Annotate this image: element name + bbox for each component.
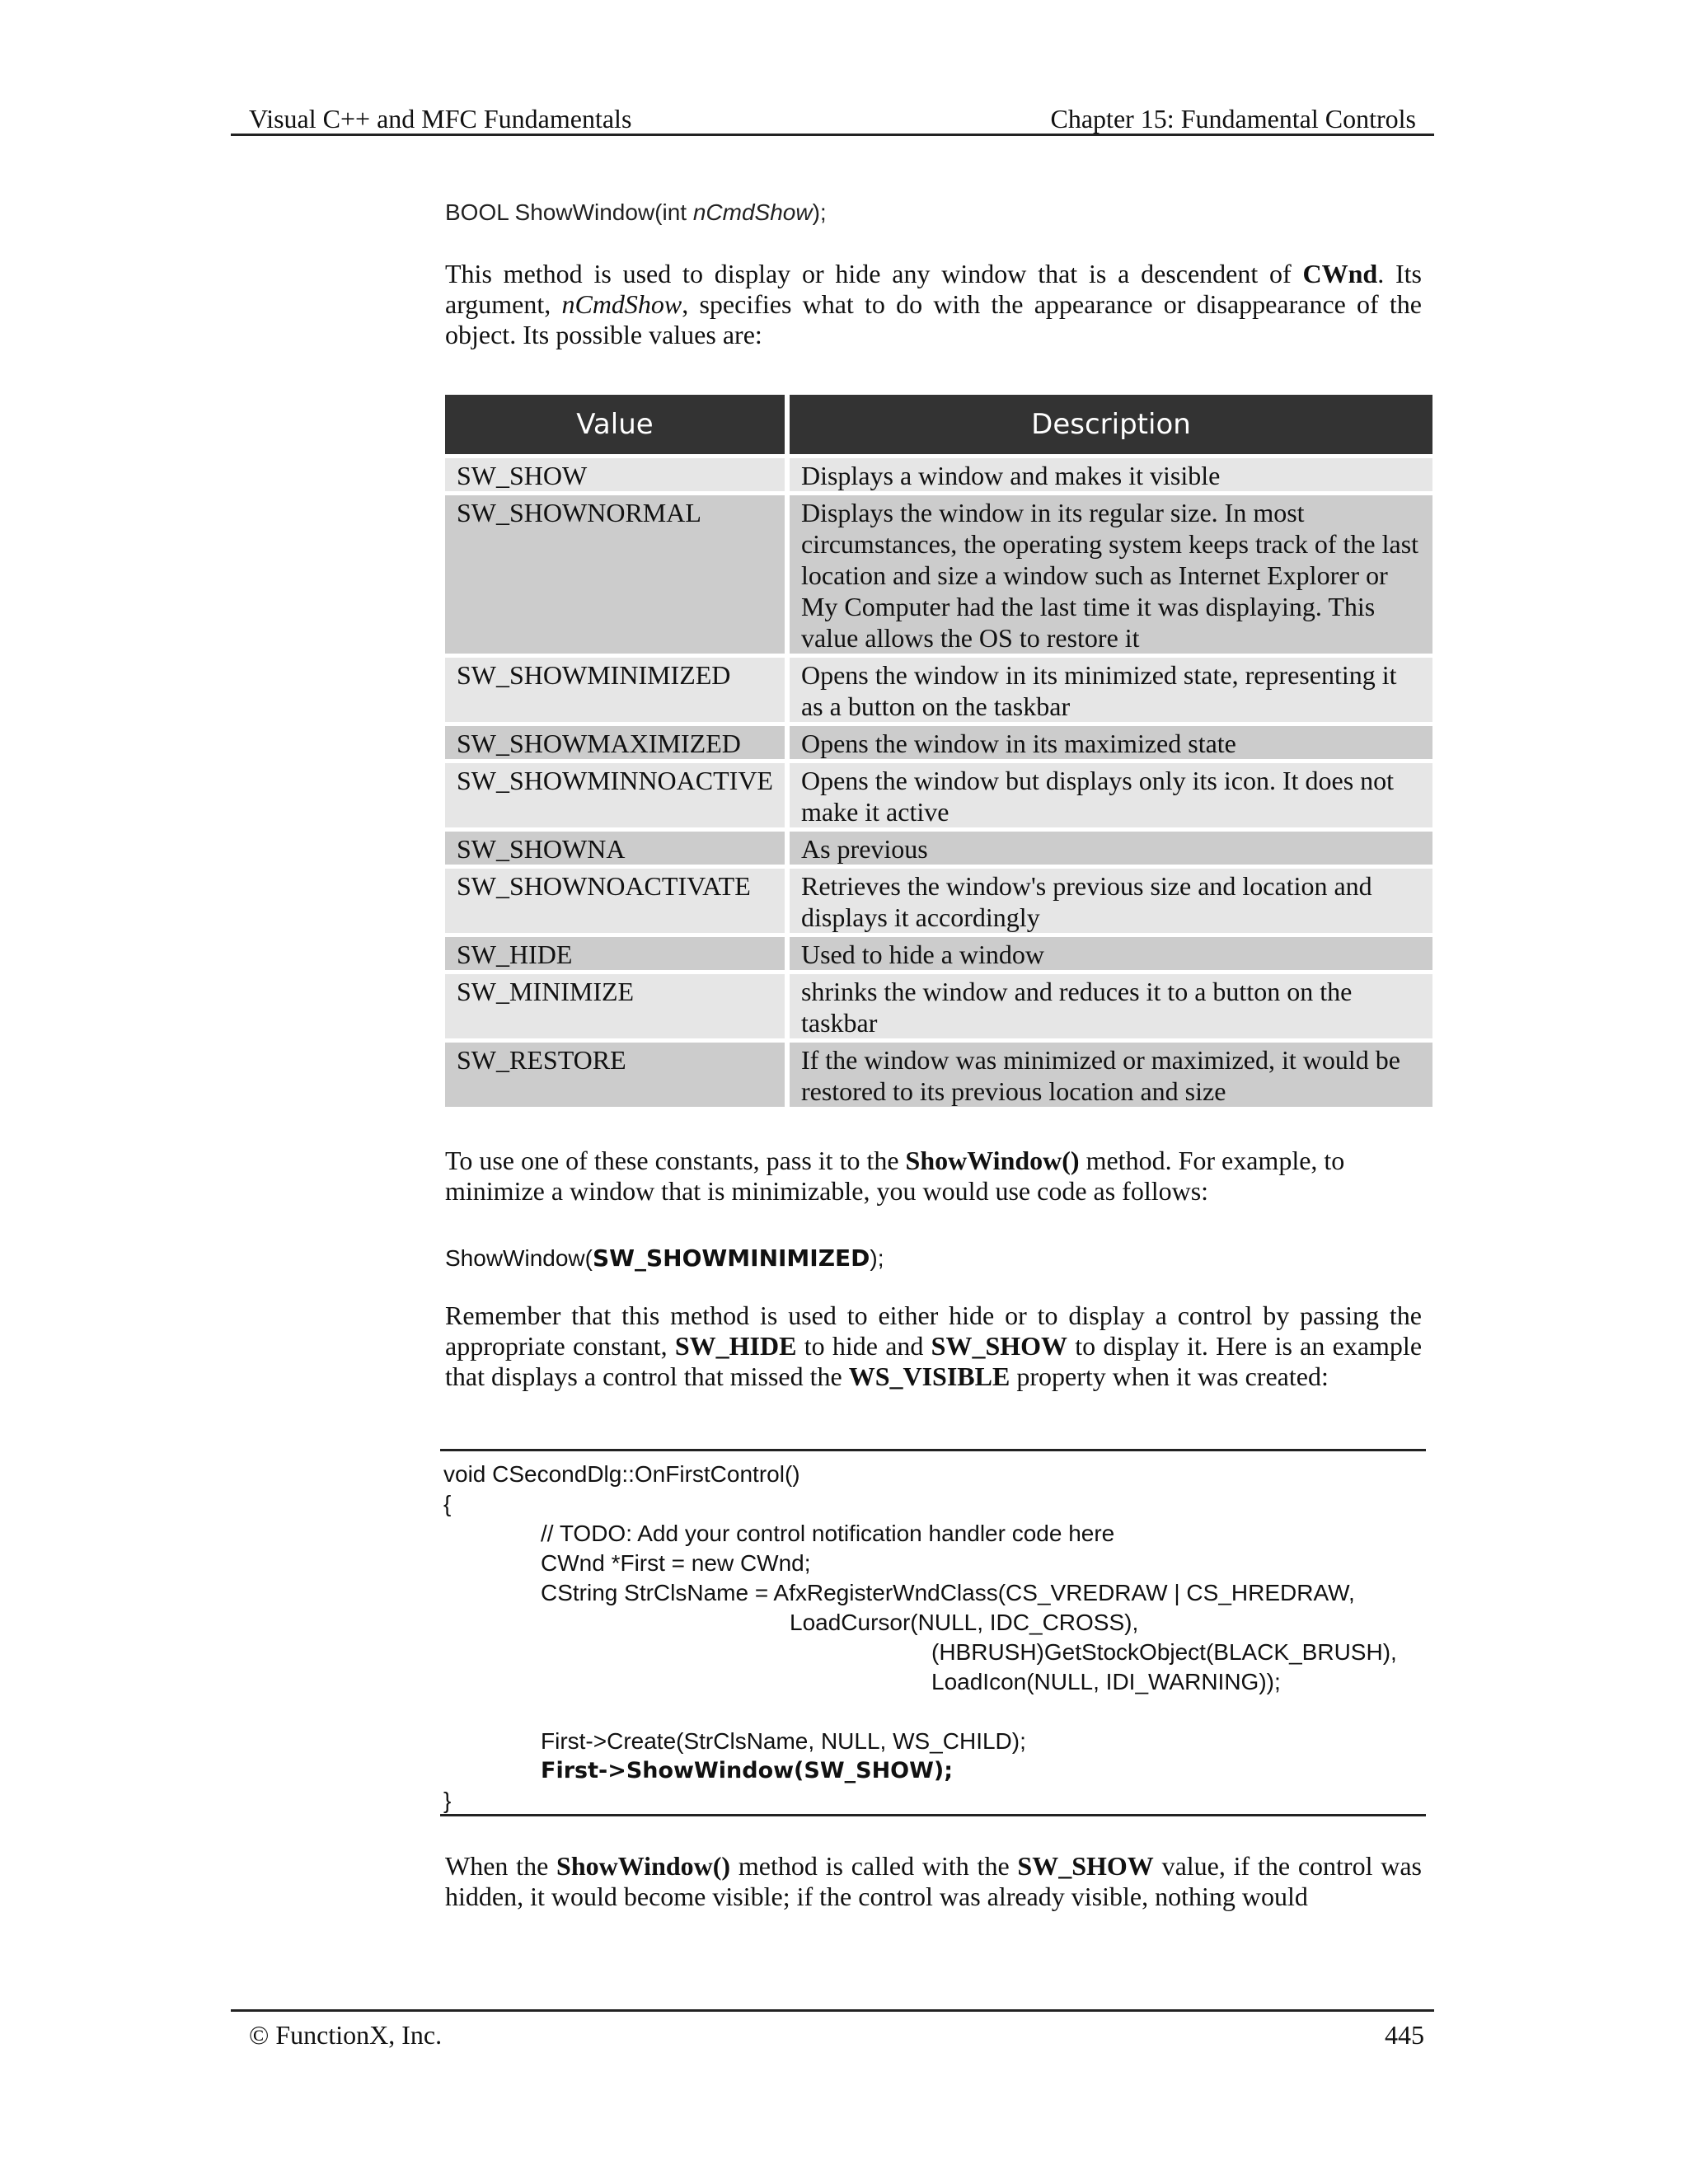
table-row: SW_MINIMIZE shrinks the window and reduces it to a button on the taskbar: [445, 974, 1432, 1038]
usage-paragraph: To use one of these constants, pass it to the ShowWindow() method. For example, to minimize a window that is minimizable, you would use code as follows:: [445, 1146, 1345, 1206]
header-description: Description: [790, 395, 1432, 454]
table-row: SW_SHOW Displays a window and makes it visible: [445, 458, 1432, 491]
code-line: // TODO: Add your control notification handler code here: [541, 1521, 1115, 1546]
values-table: [440, 391, 1437, 1111]
table-row: SW_SHOWMINNOACTIVE Opens the window but displays only its icon. It does not make it active: [445, 763, 1432, 827]
code-line: First->Create(StrClsName, NULL, WS_CHILD);: [541, 1728, 1026, 1754]
page-footer: [231, 2009, 1434, 2061]
code-line: LoadIcon(NULL, IDI_WARNING));: [931, 1669, 1281, 1694]
book-title: Visual C++ and MFC Fundamentals: [249, 104, 632, 134]
code-line: }: [443, 1788, 452, 1813]
code-line: First->ShowWindow(SW_SHOW);: [541, 1758, 954, 1783]
table-row: SW_SHOWMAXIMIZED Opens the window in its maximized state: [445, 726, 1432, 759]
code-line: CString StrClsName = AfxRegisterWndClass(CS_VREDRAW | CS_HREDRAW,: [541, 1580, 1355, 1605]
copyright: © FunctionX, Inc.: [249, 2020, 443, 2050]
table-row: SW_RESTORE If the window was minimized or maximized, it would be restored to its previous location and size: [445, 1043, 1432, 1107]
code-line: (HBRUSH)GetStockObject(BLACK_BRUSH),: [931, 1639, 1397, 1665]
table-row: SW_HIDE Used to hide a window: [445, 937, 1432, 970]
chapter-title: Chapter 15: Fundamental Controls: [1050, 104, 1416, 134]
page-number: 445: [1385, 2020, 1424, 2050]
page-header: [231, 97, 1434, 136]
header-value: Value: [445, 395, 785, 454]
table-row: SW_SHOWMINIMIZED Opens the window in its minimized state, representing it as a button on the taskbar: [445, 658, 1432, 722]
code-line: void CSecondDlg::OnFirstControl(): [443, 1461, 800, 1487]
remember-paragraph: Remember that this method is used to either hide or to display a control by passing the appropriate constant, SW_HIDE to hide and SW_SHOW to display it. Here is an example that displays a control that missed the WS_VISIBLE property when it was created:: [445, 1301, 1423, 1391]
table-row: SW_SHOWNA As previous: [445, 832, 1432, 865]
code-line: CWnd *First = new CWnd;: [541, 1550, 811, 1576]
code-line: {: [443, 1491, 452, 1516]
code-listing: [440, 1449, 1426, 1816]
code-line: LoadCursor(NULL, IDC_CROSS),: [790, 1610, 1139, 1635]
table-row: SW_SHOWNORMAL Displays the window in its regular size. In most circumstances, the operating system keeps track of the last location and size a window such as Internet Explorer or My Computer had the last time it was displaying. This value allows the OS to restore it: [445, 495, 1432, 654]
method-signature: BOOL ShowWindow(int nCmdShow);: [445, 199, 827, 225]
closing-paragraph: When the ShowWindow() method is called with the SW_SHOW value, if the control was hidden, it would become visible; if the control was already visible, nothing would: [445, 1851, 1423, 1911]
table-row: SW_SHOWNOACTIVATE Retrieves the window's previous size and location and displays it accordingly: [445, 869, 1432, 933]
example-call: ShowWindow(SW_SHOWMINIMIZED);: [445, 1244, 884, 1272]
intro-paragraph: This method is used to display or hide any window that is a descendent of CWnd. Its argument, nCmdShow, specifies what to do with the appearance or disappearance of the object. Its possible values are:: [445, 259, 1423, 349]
